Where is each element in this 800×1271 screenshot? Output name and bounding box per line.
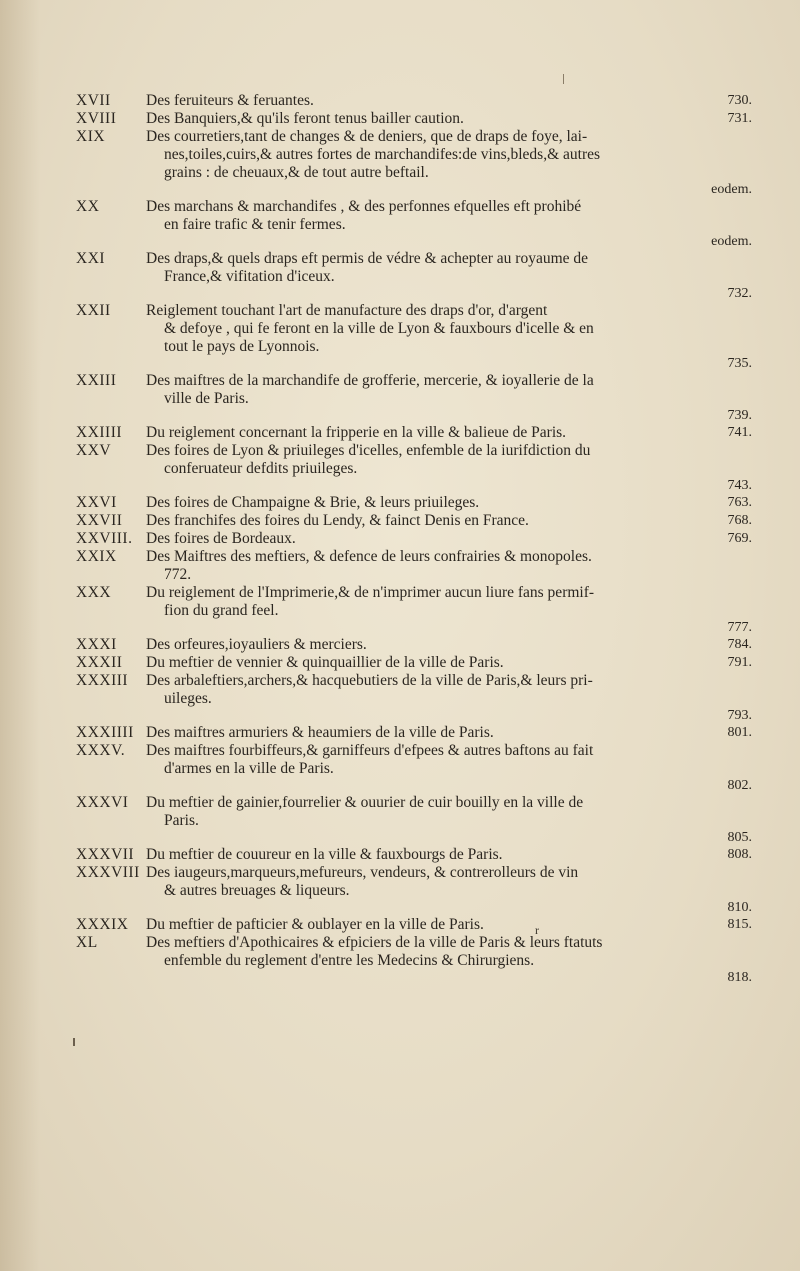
chapter-number: XXXVII <box>76 846 135 863</box>
page-reference: 815. <box>727 917 752 932</box>
chapter-number: XXVI <box>76 494 117 511</box>
title-line: grains : de cheuaux,& de tout autre beftail. <box>164 164 429 181</box>
chapter-number: XXV <box>76 442 112 459</box>
chapter-number: XXIX <box>76 548 117 565</box>
title-line: tout le pays de Lyonnois. <box>164 338 320 355</box>
title-line: Du meftier de couureur en la ville & fauxbourgs de Paris. <box>146 846 503 863</box>
page-reference: 818. <box>727 970 752 985</box>
toc-entry <box>76 494 754 512</box>
title-line: Des courretiers,tant de changes & de deniers, que de draps de foye, lai- <box>146 128 588 145</box>
chapter-title <box>146 92 754 110</box>
chapter-number: XVIII <box>76 110 117 127</box>
title-line: Des marchans & marchandifes , & des perfonnes efquelles eft prohibé <box>146 198 582 215</box>
chapter-number: XXXIIII <box>76 724 134 741</box>
page-reference: 784. <box>727 637 752 652</box>
chapter-title <box>146 672 754 724</box>
toc-entry <box>76 794 754 846</box>
chapter-title <box>146 584 754 636</box>
title-line: nes,toiles,cuirs,& autres fortes de marchandifes:de vins,bleds,& autres <box>164 146 601 163</box>
toc-entry <box>76 654 754 672</box>
title-line: d'armes en la ville de Paris. <box>164 760 334 777</box>
chapter-title <box>146 864 754 916</box>
page-reference: 805. <box>727 830 752 845</box>
chapter-title <box>146 846 754 864</box>
chapter-title <box>146 442 754 494</box>
title-line: Paris. <box>164 812 199 829</box>
chapter-title <box>146 198 754 250</box>
title-line: France,& vifitation d'iceux. <box>164 268 335 285</box>
title-line: Des draps,& quels draps eft permis de védre & achepter au royaume de <box>146 250 589 267</box>
title-line: & autres breuages & liqueurs. <box>164 882 350 899</box>
page-reference: 791. <box>727 655 752 670</box>
toc-entry <box>76 110 754 128</box>
title-line: Des foires de Bordeaux. <box>146 530 296 547</box>
page-reference: 810. <box>727 900 752 915</box>
toc-entry <box>76 530 754 548</box>
toc-entry <box>76 864 754 916</box>
chapter-title <box>146 302 754 372</box>
chapter-number: XX <box>76 198 100 215</box>
chapter-number: XXI <box>76 250 106 267</box>
toc-entry <box>76 636 754 654</box>
page-reference: 731. <box>727 111 752 126</box>
toc-entry <box>76 512 754 530</box>
toc-entry <box>76 302 754 372</box>
title-line: Du meftier de pafticier & oublayer en la ville de Paris. <box>146 916 484 933</box>
page-reference: eodem. <box>711 182 752 197</box>
toc-entry <box>76 198 754 250</box>
toc-entry <box>76 724 754 742</box>
title-line: Des maiftres de la marchandife de grofferie, mercerie, & ioyallerie de la <box>146 372 594 389</box>
chapter-title <box>146 512 754 530</box>
title-line: Des iaugeurs,marqueurs,mefureurs, vendeurs, & contrerolleurs de vin <box>146 864 579 881</box>
page-reference: 732. <box>727 286 752 301</box>
title-line: Du reiglement concernant la fripperie en la ville & balieue de Paris. <box>146 424 567 441</box>
ink-mark <box>73 1038 75 1046</box>
page-reference: 768. <box>727 513 752 528</box>
chapter-title <box>146 794 754 846</box>
chapter-number: XXXVI <box>76 794 129 811</box>
title-line: Du reiglement de l'Imprimerie,& de n'imprimer aucun liure fans permif- <box>146 584 595 601</box>
title-line: Des Maiftres des meftiers, & defence de leurs confrairies & monopoles. <box>146 548 592 565</box>
toc-entry <box>76 584 754 636</box>
chapter-number: XL <box>76 934 98 951</box>
toc-entry <box>76 372 754 424</box>
title-line: en faire trafic & tenir fermes. <box>164 216 346 233</box>
chapter-number: XIX <box>76 128 106 145</box>
page-reference: 739. <box>727 408 752 423</box>
chapter-title <box>146 548 754 584</box>
chapter-title <box>146 636 754 654</box>
chapter-title <box>146 128 754 198</box>
toc-entry <box>76 92 754 110</box>
chapter-number: XXXII <box>76 654 123 671</box>
chapter-title <box>146 372 754 424</box>
toc-entry <box>76 742 754 794</box>
chapter-title <box>146 530 754 548</box>
chapter-title <box>146 916 754 934</box>
toc-entry <box>76 548 754 584</box>
chapter-number: XXXI <box>76 636 117 653</box>
page-reference: 763. <box>727 495 752 510</box>
title-line: conferuateur defdits priuileges. <box>164 460 358 477</box>
page-reference: 735. <box>727 356 752 371</box>
ink-mark <box>563 74 564 84</box>
title-line: Des Banquiers,& qu'ils feront tenus bailler caution. <box>146 110 464 127</box>
chapter-number: XXXV. <box>76 742 126 759</box>
page-reference: 802. <box>727 778 752 793</box>
toc-entry <box>76 934 754 986</box>
chapter-title <box>146 654 754 672</box>
page-reference: 730. <box>727 93 752 108</box>
page-reference: 793. <box>727 708 752 723</box>
chapter-title <box>146 424 754 442</box>
title-line: Des arbaleftiers,archers,& hacquebutiers de la ville de Paris,& leurs pri- <box>146 672 593 689</box>
page-reference: 741. <box>727 425 752 440</box>
chapter-title <box>146 494 754 512</box>
chapter-number: XVII <box>76 92 111 109</box>
title-line: Des maiftres armuriers & heaumiers de la ville de Paris. <box>146 724 494 741</box>
title-line: Des meftiers d'Apothicaires & efpiciers de la ville de Paris & leurs ftatuts <box>146 934 603 951</box>
title-line: Des franchifes des foires du Lendy, & fainct Denis en France. <box>146 512 529 529</box>
title-line: Du meftier de gainier,fourrelier & ouurier de cuir bouilly en la ville de <box>146 794 584 811</box>
page-reference: 743. <box>727 478 752 493</box>
title-line: Reiglement touchant l'art de manufacture des draps d'or, d'argent <box>146 302 548 319</box>
title-line: & defoye , qui fe feront en la ville de Lyon & fauxbours d'icelle & en <box>164 320 594 337</box>
toc-entry <box>76 250 754 302</box>
chapter-number: XXXIX <box>76 916 129 933</box>
toc-entry <box>76 672 754 724</box>
title-line: Du meftier de vennier & quinquaillier de la ville de Paris. <box>146 654 504 671</box>
toc-entry <box>76 916 754 934</box>
chapter-number: XXX <box>76 584 112 601</box>
chapter-title <box>146 742 754 794</box>
title-line: Des foires de Champaigne & Brie, & leurs priuileges. <box>146 494 480 511</box>
chapter-number: XXVII <box>76 512 123 529</box>
page-reference: eodem. <box>711 234 752 249</box>
chapter-number: XXIII <box>76 372 117 389</box>
title-line: ville de Paris. <box>164 390 249 407</box>
chapter-number: XXXIII <box>76 672 129 689</box>
table-of-contents <box>76 92 754 986</box>
chapter-number: XXVIII. <box>76 530 133 547</box>
page-reference: 808. <box>727 847 752 862</box>
chapter-title <box>146 110 754 128</box>
toc-entry <box>76 846 754 864</box>
page-reference: 777. <box>727 620 752 635</box>
title-line: Des orfeures,ioyauliers & merciers. <box>146 636 367 653</box>
title-line: 772. <box>164 566 192 583</box>
page-reference: 769. <box>727 531 752 546</box>
toc-entry <box>76 128 754 198</box>
page-reference: 801. <box>727 725 752 740</box>
title-line: Des foires de Lyon & priuileges d'icelles, enfemble de la iurifdiction du <box>146 442 591 459</box>
chapter-title <box>146 724 754 742</box>
title-line: Des maiftres fourbiffeurs,& garniffeurs d'efpees & autres baftons au fait <box>146 742 594 759</box>
chapter-title <box>146 934 754 986</box>
chapter-title <box>146 250 754 302</box>
title-line: uileges. <box>164 690 212 707</box>
toc-entry <box>76 424 754 442</box>
chapter-number: XXXVIII <box>76 864 140 881</box>
title-line: Des feruiteurs & feruantes. <box>146 92 314 109</box>
catchword: r <box>535 923 539 937</box>
toc-entry <box>76 442 754 494</box>
chapter-number: XXIIII <box>76 424 123 441</box>
chapter-number: XXII <box>76 302 111 319</box>
title-line: enfemble du reglement d'entre les Medecins & Chirurgiens. <box>164 952 535 969</box>
title-line: fion du grand feel. <box>164 602 279 619</box>
